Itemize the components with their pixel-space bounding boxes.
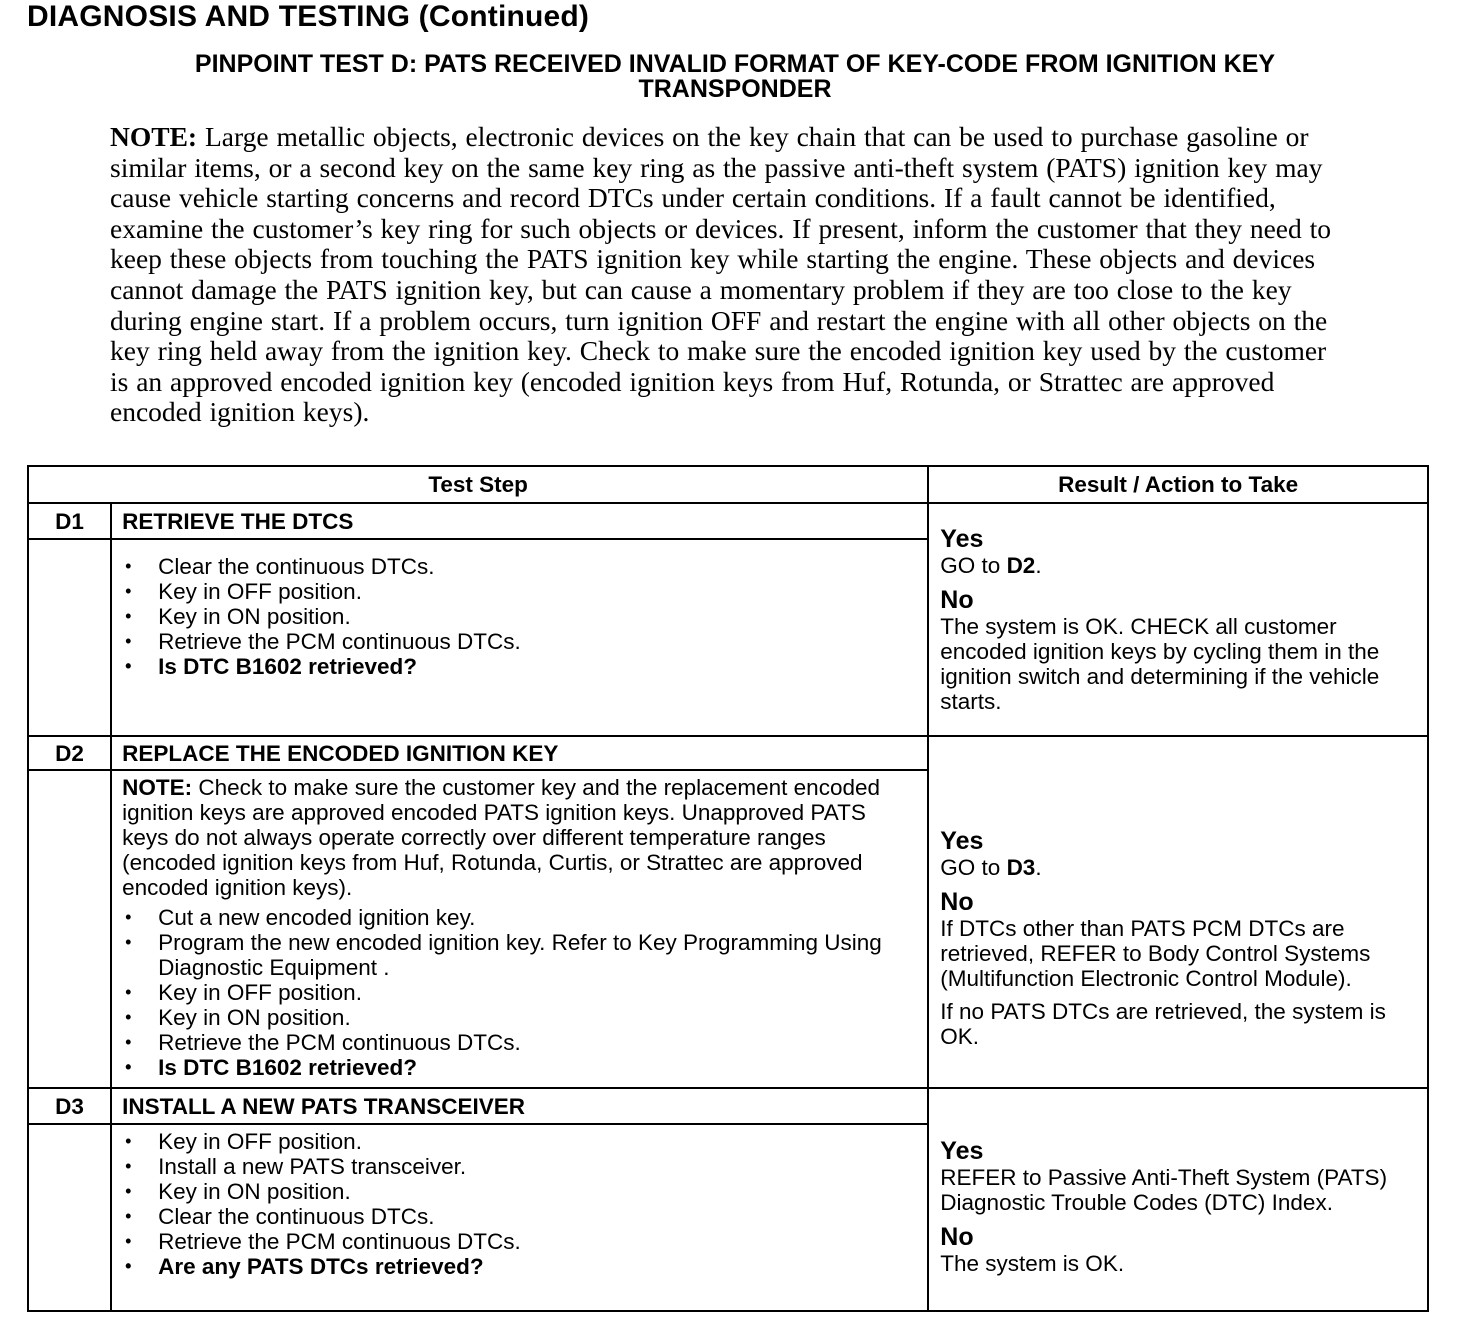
list-item: • Program the new encoded ignition key. Refer to Key Programming Using Diagnostic Equipment . — [122, 930, 917, 980]
note-block — [110, 122, 1350, 428]
test-title-line-2: TRANSPONDER — [638, 75, 832, 103]
step-d1-yes-label: Yes — [940, 525, 984, 553]
step-d2-yes-target: D3 — [1006, 855, 1036, 880]
step-d3-result — [928, 1088, 1428, 1311]
step-d3-yes-label: Yes — [940, 1137, 984, 1165]
note-label: NOTE: — [110, 121, 198, 152]
step-d1-id: D1 — [28, 503, 111, 539]
step-d2-body — [111, 770, 928, 1088]
list-item: • Key in ON position. — [122, 604, 917, 629]
step-d1-yes-target: D2 — [1006, 553, 1036, 578]
table-header-row — [28, 466, 1428, 503]
step-d1-title: RETRIEVE THE DTCS — [111, 503, 928, 539]
step-d2-note — [122, 775, 917, 900]
step-d2-yes-label: Yes — [940, 827, 984, 855]
step-d2-title-row — [28, 736, 1428, 770]
step-d1-no-action: The system is OK. CHECK all customer encoded ignition keys by cycling them in the ignition switch and determining if the vehicle starts. — [940, 614, 1380, 714]
step-d3-id: D3 — [28, 1088, 111, 1124]
step-d1-body — [111, 539, 928, 736]
list-item: • Clear the continuous DTCs. — [122, 1204, 917, 1229]
list-item: • Retrieve the PCM continuous DTCs. — [122, 1229, 917, 1254]
step-d1-no-label: No — [940, 586, 974, 614]
step-d2-bullets — [122, 905, 917, 1080]
page-header: DIAGNOSIS AND TESTING (Continued) — [27, 0, 590, 33]
step-d2-note-text: Check to make sure the customer key and the replacement encoded ignition keys are approved encoded PATS ignition keys. Unapproved PATS keys do not always operate correctly over different temperature ranges (encoded ignition keys from Huf, Rotunda, Curtis, or Strattec are approved encoded ignition keys). — [122, 775, 880, 900]
list-item: • Cut a new encoded ignition key. — [122, 905, 917, 930]
step-d3-body — [111, 1124, 928, 1311]
step-d1-title-row — [28, 503, 1428, 539]
pinpoint-test-table — [27, 465, 1429, 1312]
step-d1-bullets — [122, 554, 917, 679]
test-title-line-1: PINPOINT TEST D: PATS RECEIVED INVALID FORMAT OF KEY-CODE FROM IGNITION KEY — [194, 50, 1276, 78]
step-d2-note-label: NOTE: — [122, 775, 193, 800]
step-d2-yes-action: GO to D3. — [940, 855, 1042, 880]
step-d2-title: REPLACE THE ENCODED IGNITION KEY — [111, 736, 928, 770]
step-d1-result — [928, 503, 1428, 736]
list-item: • Retrieve the PCM continuous DTCs. — [122, 1030, 917, 1055]
list-item: • Install a new PATS transceiver. — [122, 1154, 917, 1179]
list-item: • Key in ON position. — [122, 1005, 917, 1030]
step-d1-yes-action: GO to D2. — [940, 553, 1042, 578]
note-text: Large metallic objects, electronic devices on the key chain that can be used to purchase gasoline or similar items, or a second key on the same key ring as the passive anti-theft system (PATS) ignition key may cause vehicle starting concerns and record DTCs under certain conditions. If a fault cannot be identified, examine the customer’s key ring for such objects or devices. If present, inform the customer that they need to keep these objects from touching the PATS ignition key while starting the engine. These objects and devices cannot damage the PATS ignition key, but can cause a momentary problem if they are too close to the key during engine start. If a problem occurs, turn ignition OFF and restart the engine with all other objects on the key ring held away from the ignition key. Check to make sure the encoded ignition key used by the customer is an approved encoded ignition key (encoded ignition keys from Huf, Rotunda, or Strattec are approved encoded ignition keys). — [110, 121, 1332, 428]
step-d3-question: • Are any PATS DTCs retrieved? — [122, 1254, 917, 1279]
list-item: • Key in OFF position. — [122, 579, 917, 604]
step-d2-no-action: If DTCs other than PATS PCM DTCs are retrieved, REFER to Body Control Systems (Multifunction Electronic Control Module). — [940, 916, 1371, 991]
step-d3-title: INSTALL A NEW PATS TRANSCEIVER — [111, 1088, 928, 1124]
list-item: • Key in OFF position. — [122, 1129, 917, 1154]
step-d3-no-label: No — [940, 1223, 974, 1251]
step-d2-result — [928, 736, 1428, 1088]
step-d2-id: D2 — [28, 736, 111, 770]
step-d3-title-row — [28, 1088, 1428, 1124]
list-item: • Key in ON position. — [122, 1179, 917, 1204]
list-item: • Retrieve the PCM continuous DTCs. — [122, 629, 917, 654]
step-d2-no-action-2: If no PATS DTCs are retrieved, the system is OK. — [940, 999, 1386, 1049]
step-d3-id-spacer — [28, 1124, 111, 1311]
pinpoint-test-title — [100, 52, 1370, 102]
step-d3-bullets — [122, 1129, 917, 1279]
step-d3-no-action: The system is OK. — [940, 1251, 1125, 1276]
column-header-test-step: Test Step — [28, 466, 928, 503]
step-d1-question: • Is DTC B1602 retrieved? — [122, 654, 917, 679]
step-d1-id-spacer — [28, 539, 111, 736]
step-d2-question: • Is DTC B1602 retrieved? — [122, 1055, 917, 1080]
list-item: • Key in OFF position. — [122, 980, 917, 1005]
step-d2-id-spacer — [28, 770, 111, 1088]
list-item: • Clear the continuous DTCs. — [122, 554, 917, 579]
step-d2-no-label: No — [940, 888, 974, 916]
column-header-result: Result / Action to Take — [928, 466, 1428, 503]
step-d3-yes-action: REFER to Passive Anti-Theft System (PATS) Diagnostic Trouble Codes (DTC) Index. — [940, 1165, 1388, 1215]
